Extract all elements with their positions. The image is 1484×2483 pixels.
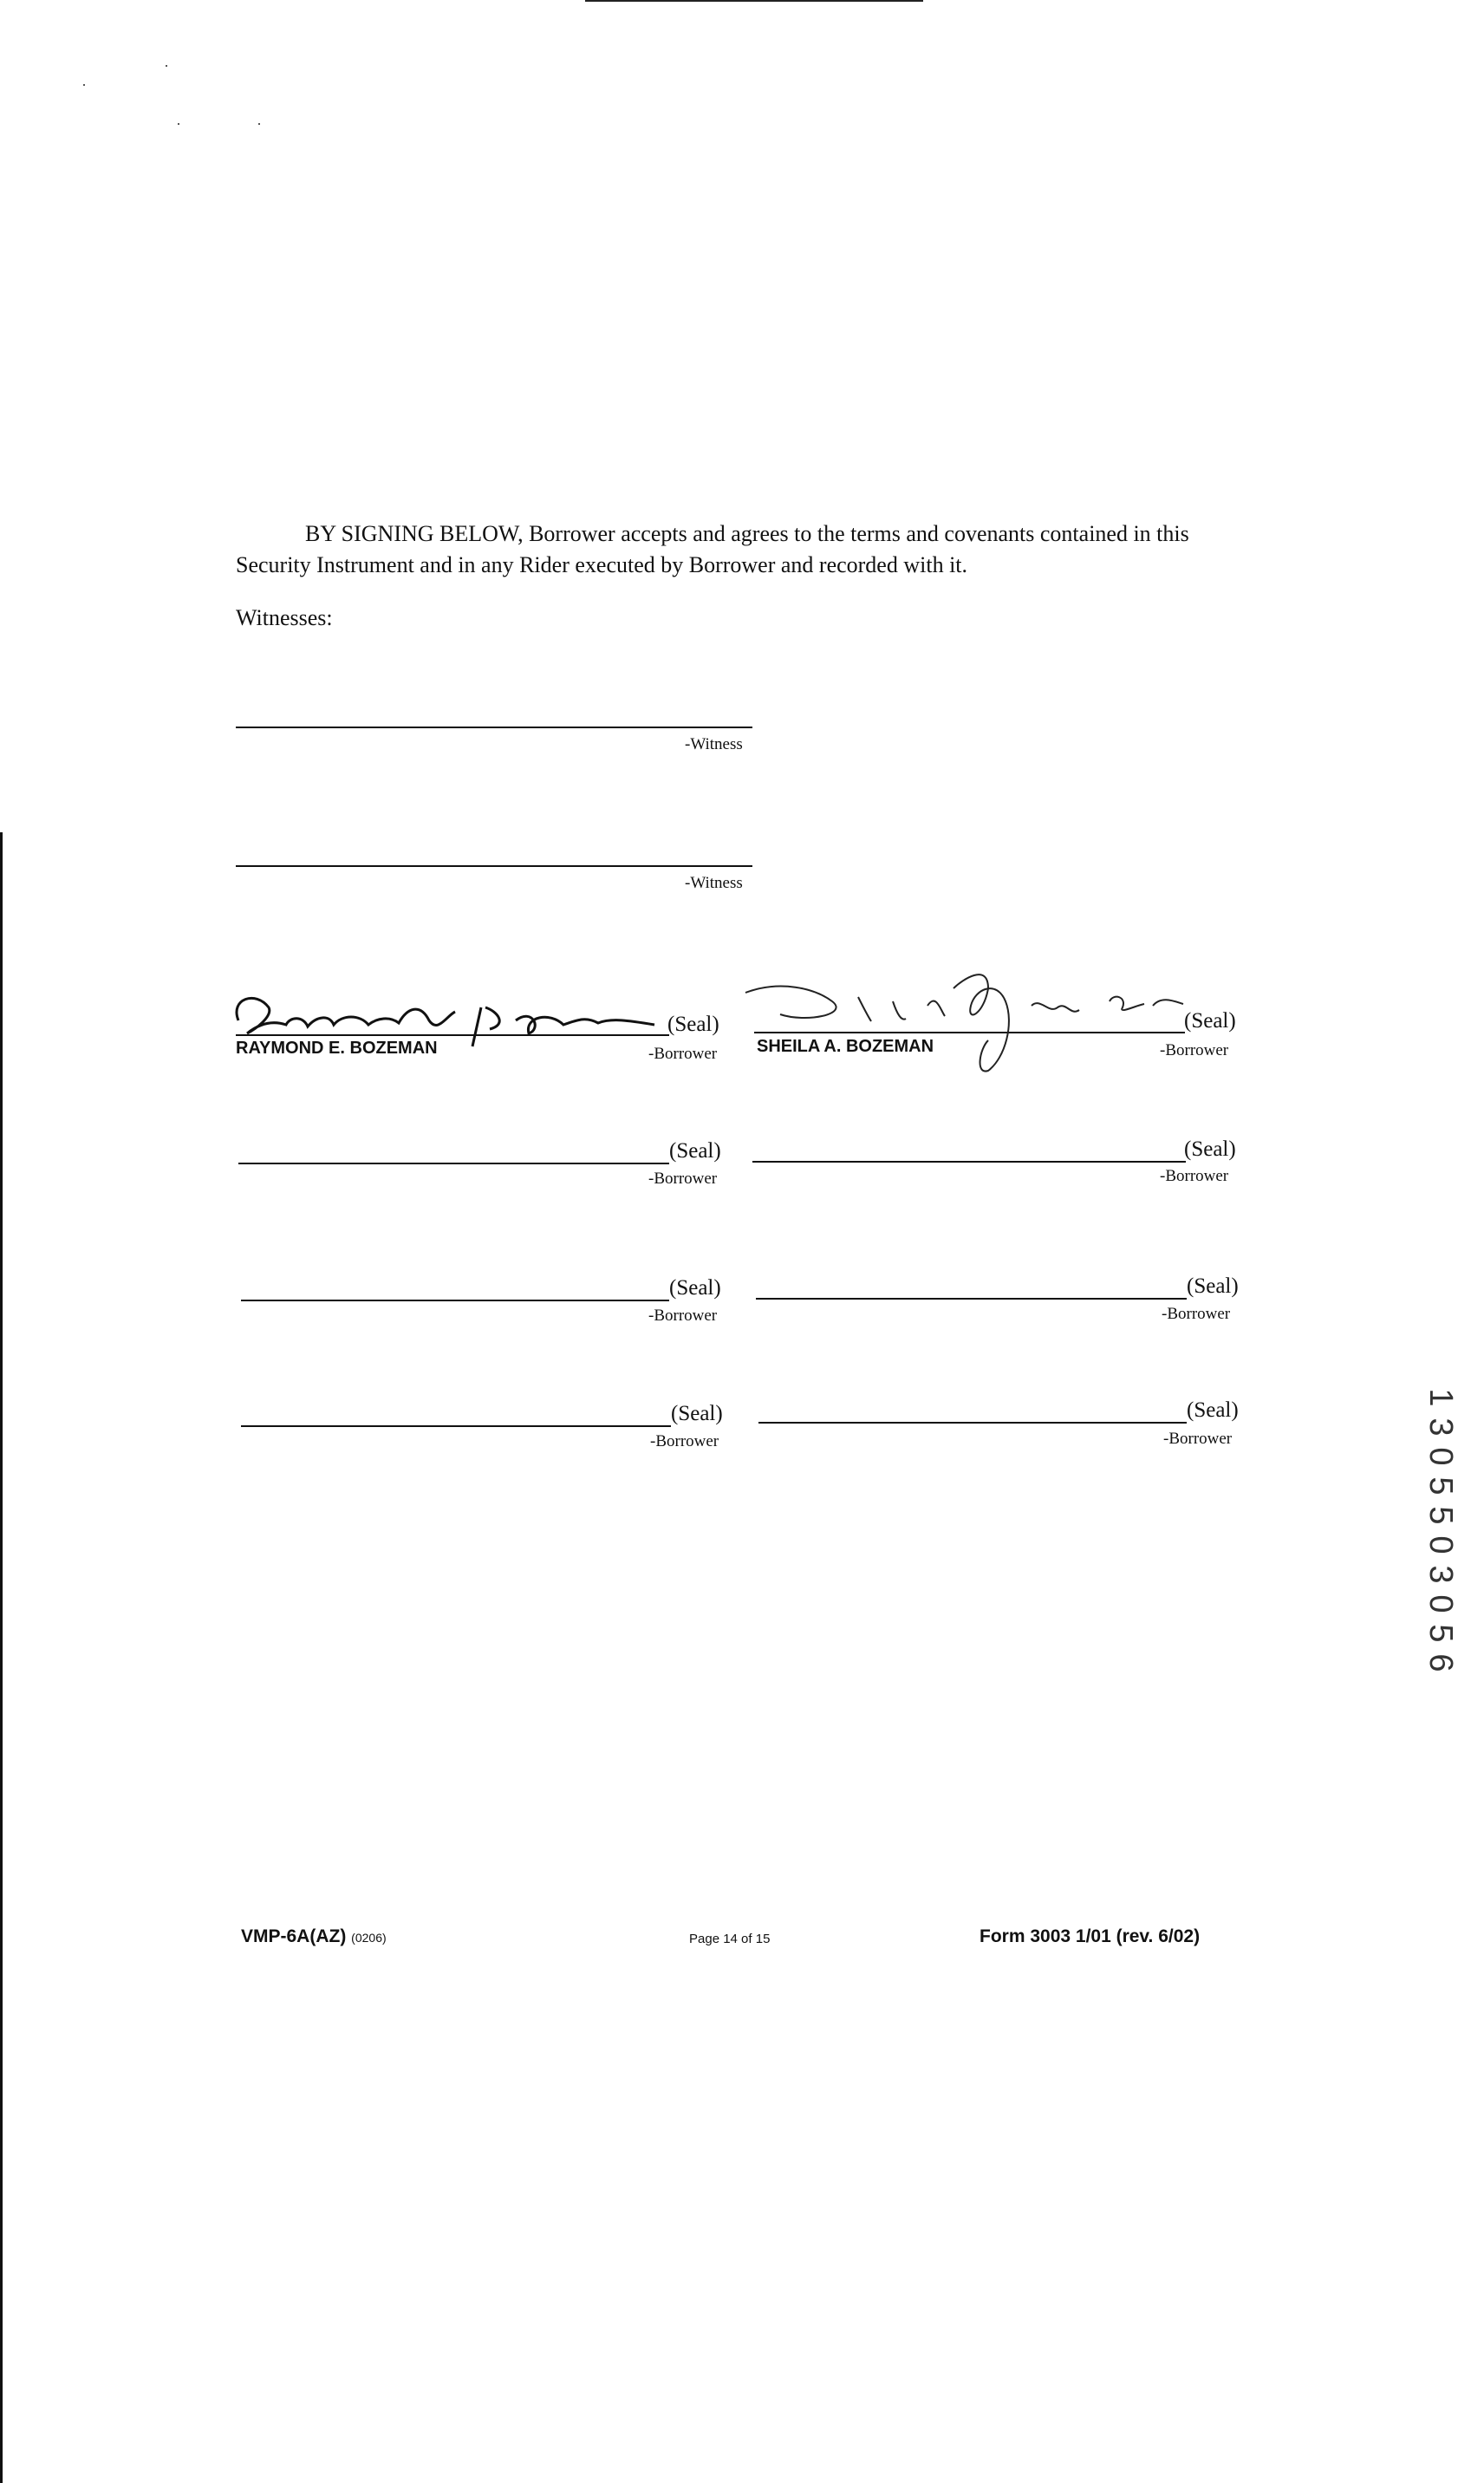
signing-statement: BY SIGNING BELOW, Borrower accepts and agrees to the terms and covenants contained in this Security Instrument and in any Rider executed by Borrower and recorded with it.	[236, 521, 1189, 577]
borrower-1-signature	[221, 981, 672, 1059]
scan-speck	[178, 123, 179, 125]
borrower-4-seal: (Seal)	[1184, 1137, 1236, 1161]
borrower-7-signature-line	[241, 1425, 671, 1427]
borrower-8-seal: (Seal)	[1187, 1398, 1239, 1422]
borrower-6-signature-line	[756, 1298, 1187, 1300]
borrower-6-role: -Borrower	[1162, 1305, 1231, 1323]
page-number: Page 14 of 15	[689, 1932, 771, 1946]
borrower-5-role: -Borrower	[648, 1307, 718, 1325]
form-code-suffix: (0206)	[351, 1931, 387, 1945]
form-code	[241, 1926, 387, 1947]
borrower-2-seal: (Seal)	[1184, 1009, 1236, 1033]
borrower-3-seal: (Seal)	[669, 1139, 721, 1163]
form-number: Form 3003 1/01 (rev. 6/02)	[980, 1926, 1201, 1946]
form-code-main: VMP-6A(AZ)	[241, 1926, 347, 1946]
borrower-1-name: RAYMOND E. BOZEMAN	[236, 1039, 438, 1058]
borrower-8-signature-line	[758, 1422, 1187, 1424]
witness-2-role: -Witness	[685, 874, 743, 892]
borrower-2-name: SHEILA A. BOZEMAN	[757, 1037, 934, 1056]
borrower-2-role: -Borrower	[1160, 1041, 1229, 1059]
scan-edge	[0, 832, 3, 2483]
witnesses-label: Witnesses:	[236, 605, 333, 630]
borrower-3-role: -Borrower	[648, 1170, 718, 1188]
borrower-2-signature	[728, 954, 1188, 1092]
scan-speck	[166, 65, 167, 67]
borrower-5-seal: (Seal)	[669, 1276, 721, 1300]
borrower-8-role: -Borrower	[1163, 1430, 1233, 1448]
borrower-3-signature-line	[238, 1163, 669, 1164]
borrower-5-signature-line	[241, 1300, 669, 1301]
witness-1-role: -Witness	[685, 735, 743, 753]
top-edge-line	[585, 0, 923, 2]
recording-number-stamp: 1 3 0 5 5 0 3 0 5 6	[1422, 1388, 1459, 1672]
borrower-4-role: -Borrower	[1160, 1167, 1229, 1185]
borrower-7-role: -Borrower	[650, 1432, 719, 1450]
scan-speck	[258, 123, 260, 125]
borrower-7-seal: (Seal)	[671, 1402, 723, 1425]
borrower-1-role: -Borrower	[648, 1045, 718, 1063]
witness-1-signature-line	[236, 727, 752, 728]
witness-2-signature-line	[236, 865, 752, 867]
borrower-6-seal: (Seal)	[1187, 1274, 1239, 1298]
borrower-4-signature-line	[752, 1161, 1186, 1163]
borrower-1-seal: (Seal)	[667, 1013, 719, 1036]
scan-speck	[83, 84, 85, 86]
